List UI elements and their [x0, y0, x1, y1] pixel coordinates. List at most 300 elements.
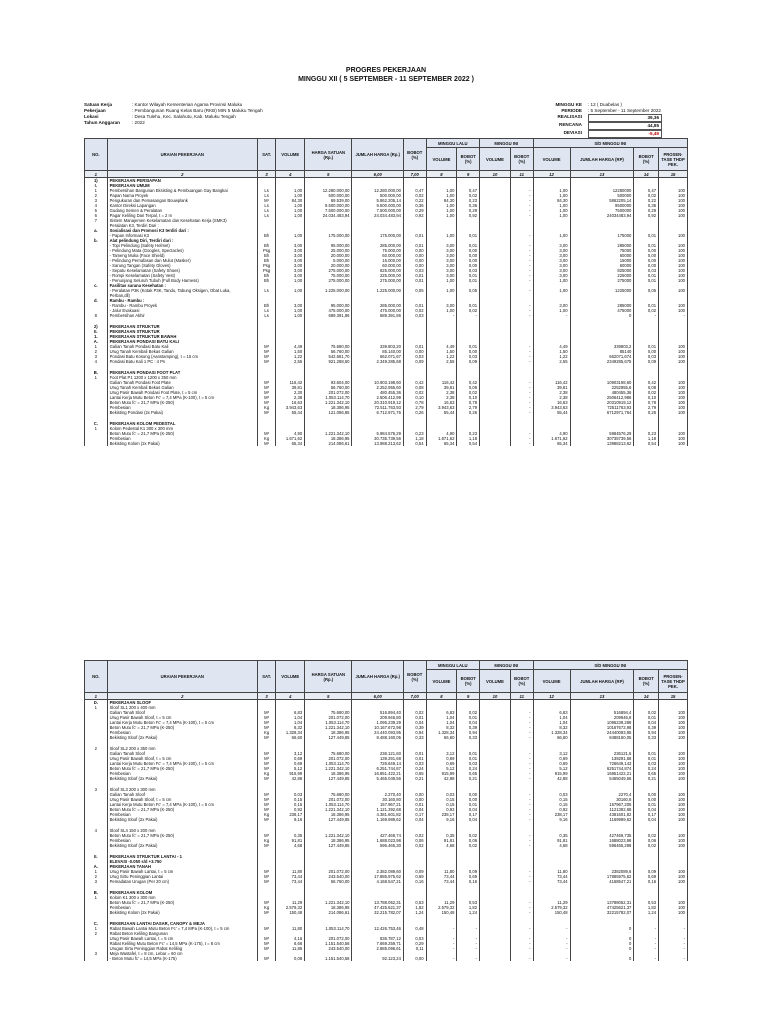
info-value: : 2022	[132, 120, 145, 125]
table-cell: 1.328,34	[276, 730, 305, 735]
table-cell: 3,00	[276, 243, 305, 248]
table-cell: c.	[85, 283, 108, 288]
table-cell: Bh	[257, 303, 276, 308]
table-cell: 1,24	[634, 910, 659, 915]
table-cell: 4,90	[426, 431, 457, 436]
table-cell: 201.072,00	[305, 869, 352, 874]
table-cell: 24.034.483,94	[352, 213, 403, 218]
table-cell: 1,00	[276, 208, 305, 213]
column-index-cell: 6,00	[352, 693, 403, 700]
table-cell: 1,82	[457, 905, 480, 910]
column-index-cell: 11	[510, 171, 533, 178]
table-cell: 30.160,80	[352, 797, 403, 802]
table-cell: 0,16	[457, 879, 480, 884]
table-cell: Psg	[257, 268, 276, 273]
table-cell: -	[510, 193, 533, 198]
table-cell: 100	[659, 900, 688, 905]
table-cell: 726649,143	[570, 761, 634, 766]
table-cell: 100	[659, 188, 688, 193]
table-cell: 3,00	[426, 263, 457, 268]
col-no: NO.	[85, 139, 108, 171]
table-cell: 100	[659, 431, 688, 436]
table-cell: 0,08	[276, 956, 305, 961]
table-cell: 0,06	[403, 838, 426, 843]
table-cell: -	[510, 188, 533, 193]
table-cell: 127.449,85	[305, 817, 352, 822]
table-cell: 4	[85, 359, 108, 364]
table-cell: 100	[659, 436, 688, 441]
table-cell: 18.386,95	[305, 436, 352, 441]
table-cell: Fasilitas sarana Kesehatan :	[107, 283, 257, 288]
table-cell: -	[510, 308, 533, 313]
table-cell: 0,01	[457, 243, 480, 248]
table-cell: Sosialisasi dan Promosi K3 terdiri dari :	[107, 228, 257, 233]
table-cell: 225000	[570, 273, 634, 278]
table-cell: -	[510, 710, 533, 715]
table-cell: 214.086,61	[305, 441, 352, 446]
table-cell: 66,60	[533, 735, 570, 740]
col-uraian: URAIAN PEKERJAAN	[107, 661, 257, 693]
table-cell	[480, 441, 511, 446]
table-cell: 100	[659, 395, 688, 400]
table-cell: -	[510, 385, 533, 390]
table-cell: 1,00	[276, 203, 305, 208]
table-cell: 75.680,00	[305, 710, 352, 715]
table-cell: 1,82	[403, 905, 426, 910]
table-cell: 116,42	[533, 380, 570, 385]
table-cell: 0,54	[634, 441, 659, 446]
table-cell: 0,92	[426, 807, 457, 812]
table-cell: 100	[659, 400, 688, 405]
table-cell: 516.894,40	[352, 710, 403, 715]
table-cell: 0,26	[634, 410, 659, 415]
table-cell: M³	[257, 869, 276, 874]
table-cell: 243.540,00	[305, 874, 352, 879]
col-volume: VOLUME	[276, 661, 305, 693]
table-cell: 1.151.540,58	[305, 956, 352, 961]
table-cell: 3	[85, 951, 108, 956]
table-cell: 689.391,86	[352, 313, 403, 318]
info-label: Pekerjaan	[84, 108, 106, 113]
table-cell: M³	[257, 710, 276, 715]
table-cell: 1,00	[276, 213, 305, 218]
table-cell: 100	[659, 792, 688, 797]
table-cell: 24.440.093,95	[352, 730, 403, 735]
table-cell: 100	[659, 441, 688, 446]
table-cell: -	[457, 946, 480, 951]
table-cell: 475.000,00	[352, 308, 403, 313]
table-cell: 0,01	[634, 344, 659, 349]
table-cell: 0,02	[457, 833, 480, 838]
table-cell: 4168547,21	[570, 879, 634, 884]
table-cell: 0,00	[634, 263, 659, 268]
table-cell: 0,04	[457, 807, 480, 812]
table-cell: 1,00	[533, 278, 570, 283]
table-body-1	[85, 178, 688, 447]
table-cell: I.	[85, 183, 108, 188]
table-cell: 0,01	[634, 243, 659, 248]
table-cell: 18.386,95	[305, 771, 352, 776]
table-cell: 0,16	[403, 879, 426, 884]
table-cell: Rambu - Rambu :	[107, 298, 257, 303]
table-cell: 0,08	[634, 385, 659, 390]
table-cell: 1,18	[457, 436, 480, 441]
table-cell: 0,15	[426, 802, 457, 807]
table-cell: 0,42	[403, 380, 426, 385]
table-cell: 11,29	[533, 900, 570, 905]
column-index-cell: 4	[276, 693, 305, 700]
table-cell: Lantai Kerja Mutu Beton Fc' = 7,4 MPa (K-100), t = 5 cm	[107, 395, 257, 400]
column-index-cell: 15	[659, 171, 688, 178]
table-cell: Urug Tanah Kembali Bekas Galian	[107, 385, 257, 390]
progress-table	[84, 138, 688, 446]
table-cell: 100	[659, 273, 688, 278]
table-cell: 0,01	[457, 756, 480, 761]
table-cell: 2.270,40	[352, 792, 403, 797]
table-cell: 0,05	[457, 288, 480, 293]
table-cell: 10.903.198,60	[352, 380, 403, 385]
table-cell: 100	[659, 720, 688, 725]
table-cell: Pembesian	[107, 730, 257, 735]
table-cell: Pembesian	[107, 812, 257, 817]
group-minggu-ini: MINGGU INI	[480, 139, 534, 148]
table-cell: 0,54	[403, 441, 426, 446]
table-cell: 12280000	[570, 188, 634, 193]
table-cell: 100	[659, 905, 688, 910]
table-cell: 100	[659, 725, 688, 730]
table-cell: 0,47	[634, 188, 659, 193]
table-cell: PEKERJAAN STRUKTUR BAWAH	[107, 334, 257, 339]
table-cell: 7.669.259,71	[352, 941, 403, 946]
status-label: MINGGU KE	[555, 102, 582, 107]
table-cell: Ls	[257, 203, 276, 208]
table-cell: - Pelindung Pernafasan dan Mulut (Masker)	[107, 258, 257, 263]
table-cell: b.	[85, 238, 108, 243]
table-cell: 0,05	[403, 288, 426, 293]
table-cell: 0,29	[403, 941, 426, 946]
table-cell: 0,33	[634, 735, 659, 740]
table-cell: M³	[257, 385, 276, 390]
table-cell: -	[510, 756, 533, 761]
table-cell: 11,80	[276, 926, 305, 931]
table-cell: Ls	[257, 208, 276, 213]
table-cell: 0,92	[457, 213, 480, 218]
table-cell: -	[510, 436, 533, 441]
table-cell: 5,12	[276, 766, 305, 771]
table-cell: 175.000,00	[305, 233, 352, 238]
table-cell: 65,34	[533, 441, 570, 446]
table-cell: 1.095.239,29	[352, 720, 403, 725]
table-cell: 238,17	[276, 812, 305, 817]
table-cell: Bekisting Sloof (2x Pakai)	[107, 776, 257, 781]
table-cell: 1,00	[276, 288, 305, 293]
table-cell: 0,78	[634, 400, 659, 405]
table-cell: 6	[85, 213, 108, 218]
table-cell: Beton Mutu fc' = 21,7 MPa (K-250)	[107, 400, 257, 405]
table-cell: 1169989,62	[570, 817, 634, 822]
table-cell: -	[510, 725, 533, 730]
status-label: PERIODE	[561, 108, 582, 113]
table-cell: 0,03	[457, 268, 480, 273]
report-subtitle: MINGGU XII ( 5 SEPTEMBER - 11 SEPTEMBER 2022 )	[298, 76, 474, 83]
table-cell: 3,00	[533, 268, 570, 273]
table-cell: Beton Mutu fc' = 21,7 MPa (K-250)	[107, 431, 257, 436]
table-cell: 1.053.114,70	[305, 720, 352, 725]
table-cell: 100	[659, 910, 688, 915]
table-cell: 0,01	[634, 802, 659, 807]
table-cell: 1,00	[276, 233, 305, 238]
table-cell: 3,00	[533, 253, 570, 258]
table-cell: 0,39	[634, 725, 659, 730]
table-cell: 91,81	[276, 838, 305, 843]
table-cell: 2270,4	[570, 792, 634, 797]
table-cell: 18.386,95	[305, 838, 352, 843]
table-cell: M³	[257, 720, 276, 725]
table-cell: 100	[659, 243, 688, 248]
table-cell: 1,04	[533, 715, 570, 720]
table-cell: Ls	[257, 188, 276, 193]
table-cell: Urugan Sirtu Peninggian Rabat Keliling	[107, 946, 257, 951]
table-cell: 0,10	[457, 395, 480, 400]
table-cell: 100	[659, 233, 688, 238]
table-cell: 201.072,00	[305, 756, 352, 761]
column-index-cell: 12	[533, 693, 570, 700]
table-cell: 100	[659, 203, 688, 208]
table-cell: 1)	[85, 178, 108, 184]
table-cell: 1,00	[533, 203, 570, 208]
table-cell: 1.671,62	[533, 436, 570, 441]
table-cell: 3,12	[276, 751, 305, 756]
table-cell: 1.053.114,70	[305, 926, 352, 931]
column-index-cell: 15	[659, 693, 688, 700]
table-cell: 139291,68	[570, 756, 634, 761]
table-cell: 4,16	[276, 936, 305, 941]
table-cell: 0,01	[457, 715, 480, 720]
table-cell: 0,69	[426, 761, 457, 766]
table-cell: Beton Mutu fc' = 21,7 MPa (K-250)	[107, 807, 257, 812]
table-cell: 0,17	[403, 812, 426, 817]
table-cell: 1	[85, 344, 108, 349]
table-cell: M³	[257, 936, 276, 941]
table-cell: -	[510, 910, 533, 915]
table-cell: Bekisting Kolom (2x Pakai)	[107, 910, 257, 915]
table-cell: 0,29	[457, 208, 480, 213]
table-cell: -	[510, 812, 533, 817]
table-cell: 16851422,21	[570, 771, 634, 776]
table-cell: -	[510, 735, 533, 740]
table-cell: 275.000,00	[305, 268, 352, 273]
table-cell: 0,29	[634, 208, 659, 213]
table-cell: 915,99	[276, 771, 305, 776]
table-cell: -	[533, 313, 570, 318]
table-cell: M³	[257, 725, 276, 730]
table-cell: 12.280.000,00	[305, 188, 352, 193]
table-cell: -	[634, 946, 659, 951]
table-cell: 100	[659, 359, 688, 364]
table-cell: 2.579,32	[276, 905, 305, 910]
group-sd-minggu-ini: S/D MINGGU INI	[533, 139, 687, 148]
table-cell: 157967,205	[570, 802, 634, 807]
table-cell: 3.943,63	[276, 405, 305, 410]
table-cell: Alat pelindung Diri, Terdiri dari :	[107, 238, 257, 243]
table-cell: 0,03	[634, 354, 659, 359]
table-cell: 157.967,21	[352, 802, 403, 807]
table-cell: Pagar Keliling Dari Terpal, t = 2 m	[107, 213, 257, 218]
table-cell: Galian Tanah Pondasi Batu Kali	[107, 344, 257, 349]
table-cell: M³	[257, 359, 276, 364]
table-cell: 3,00	[276, 248, 305, 253]
table-cell: 0,03	[634, 268, 659, 273]
table-cell: A.	[85, 864, 108, 869]
table-cell: 12.280.000,00	[352, 188, 403, 193]
table-cell: 11,80	[426, 869, 457, 874]
table-cell: M³	[257, 946, 276, 951]
table-cell: 825000	[570, 268, 634, 273]
table-cell: 47425621,37	[570, 905, 634, 910]
table-cell: Bh	[257, 278, 276, 283]
info-value: : Desa Tulehu, Kec. Salahutu, Kab. Maluku Tengah	[132, 114, 236, 119]
table-cell: Sloof SL3 200 x 300 mm	[107, 787, 257, 792]
table-cell: PEKERJAAN PONDASI FOOT PLAT	[107, 370, 257, 375]
table-cell: 201.072,00	[305, 936, 352, 941]
table-cell: 427.469,74	[352, 833, 403, 838]
table-cell: 0,02	[634, 193, 659, 198]
table-cell: 662.071,67	[352, 354, 403, 359]
table-cell: 1225000	[570, 288, 634, 293]
table-cell: 85140	[570, 349, 634, 354]
table-cell: 1.151.540,58	[305, 941, 352, 946]
table-cell: 0,03	[403, 354, 426, 359]
table-cell: 75000	[570, 248, 634, 253]
status-label: DEVIASI	[563, 130, 582, 135]
table-cell: 1,22	[533, 354, 570, 359]
table-cell: -	[510, 956, 533, 961]
table-cell: 2,38	[426, 390, 457, 395]
progress-status	[514, 102, 668, 138]
table-cell: 726.649,14	[352, 761, 403, 766]
table-cell: -	[659, 946, 688, 951]
table-cell: 0,01	[403, 715, 426, 720]
table-cell: 121.086,85	[305, 410, 352, 415]
table-cell: 0,00	[634, 792, 659, 797]
table-cell: -	[510, 926, 533, 931]
table-cell: 236.121,60	[352, 751, 403, 756]
table-cell: Sloof SL4 150 x 200 mm	[107, 828, 257, 833]
table-cell: 0,54	[457, 441, 480, 446]
table-cell: 0,22	[634, 198, 659, 203]
table-cell: 0,00	[457, 349, 480, 354]
table-cell: 20.000,00	[305, 263, 352, 268]
table-cell: 0,35	[276, 833, 305, 838]
table-cell: M²	[257, 817, 276, 822]
table-row	[85, 441, 688, 446]
table-cell: 4.168.547,21	[352, 879, 403, 884]
table-cell: 3,12	[533, 751, 570, 756]
table-cell: 0,23	[457, 431, 480, 436]
table-cell: M³	[257, 400, 276, 405]
table-cell: 0,53	[457, 900, 480, 905]
progress-table-continued	[84, 660, 688, 961]
table-cell: 60000	[570, 253, 634, 258]
table-cell: Kg	[257, 771, 276, 776]
column-index-row	[85, 693, 688, 700]
table-cell: 0,92	[403, 213, 426, 218]
table-cell: - Sepatu Keselamatan (Safety Shoes)	[107, 268, 257, 273]
table-cell: 55,44	[276, 410, 305, 415]
table-cell: 542.681,70	[305, 354, 352, 359]
table-cell: -	[457, 926, 480, 931]
table-cell: 3,00	[426, 303, 457, 308]
table-cell: 73,44	[426, 879, 457, 884]
table-cell: -	[533, 926, 570, 931]
table-cell: Ls	[257, 288, 276, 293]
table-cell: 0,02	[634, 843, 659, 848]
table-cell: 0,01	[457, 278, 480, 283]
table-cell: 16.851.422,21	[352, 771, 403, 776]
table-cell: -	[510, 751, 533, 756]
table-cell: 0,03	[457, 761, 480, 766]
table-cell: 11,29	[276, 900, 305, 905]
table-cell: -	[510, 905, 533, 910]
table-cell: 0,00	[403, 248, 426, 253]
table-cell: 18.386,95	[305, 730, 352, 735]
table-cell: Bh	[257, 258, 276, 263]
table-cell: 100	[659, 807, 688, 812]
table-cell: 65,34	[276, 441, 305, 446]
table-cell: -	[659, 313, 688, 318]
table-cell: Bh	[257, 253, 276, 258]
table-cell: 56.760,00	[305, 385, 352, 390]
table-cell: 4,68	[533, 843, 570, 848]
table-cell: 8,32	[276, 725, 305, 730]
table-cell: 915,99	[533, 771, 570, 776]
table-cell: 0,01	[403, 243, 426, 248]
table-cell: 1.221.342,10	[305, 400, 352, 405]
table-cell: - Pelindung Mata (Googles, Spectacles)	[107, 248, 257, 253]
table-cell: -	[457, 941, 480, 946]
table-cell: 0,35	[533, 833, 570, 838]
table-cell: 0,03	[403, 761, 426, 766]
col-prosentase: PROSEN-TASE THDP PEK.	[659, 148, 688, 171]
table-cell: 69.539,00	[305, 198, 352, 203]
status-label: REALISASI	[557, 114, 582, 119]
table-cell: 0,04	[403, 817, 426, 822]
table-cell: 0,02	[634, 710, 659, 715]
table-cell: M³	[257, 941, 276, 946]
table-cell: 500000	[570, 193, 634, 198]
table-cell: 6,83	[533, 710, 570, 715]
table-cell: M³	[257, 766, 276, 771]
table-cell: 0,02	[403, 843, 426, 848]
table-cell: 921.288,50	[305, 359, 352, 364]
column-index-cell: 7,00	[403, 171, 426, 178]
table-cell: 0,22	[403, 198, 426, 203]
column-index-cell: 10	[480, 693, 511, 700]
table-cell: 1.053.114,70	[305, 395, 352, 400]
table-cell: Beton Mutu fc' = 21,7 MPa (K-250)	[107, 766, 257, 771]
table-cell: -	[510, 807, 533, 812]
table-cell: 18.386,95	[305, 812, 352, 817]
table-cell: Kolom Pedestal K1 300 x 300 mm	[107, 426, 257, 431]
table-cell: 1,22	[276, 354, 305, 359]
table-cell: 1	[85, 705, 108, 710]
table-cell: Urug Pasir Bawah Pondasi Foot Plate, t = 5 cm	[107, 390, 257, 395]
project-details	[84, 102, 263, 126]
col-volume-lalu: VOLUME	[426, 148, 457, 171]
table-cell: 0,26	[403, 410, 426, 415]
table-cell: 0,03	[634, 761, 659, 766]
table-cell: 10.167.672,98	[352, 725, 403, 730]
